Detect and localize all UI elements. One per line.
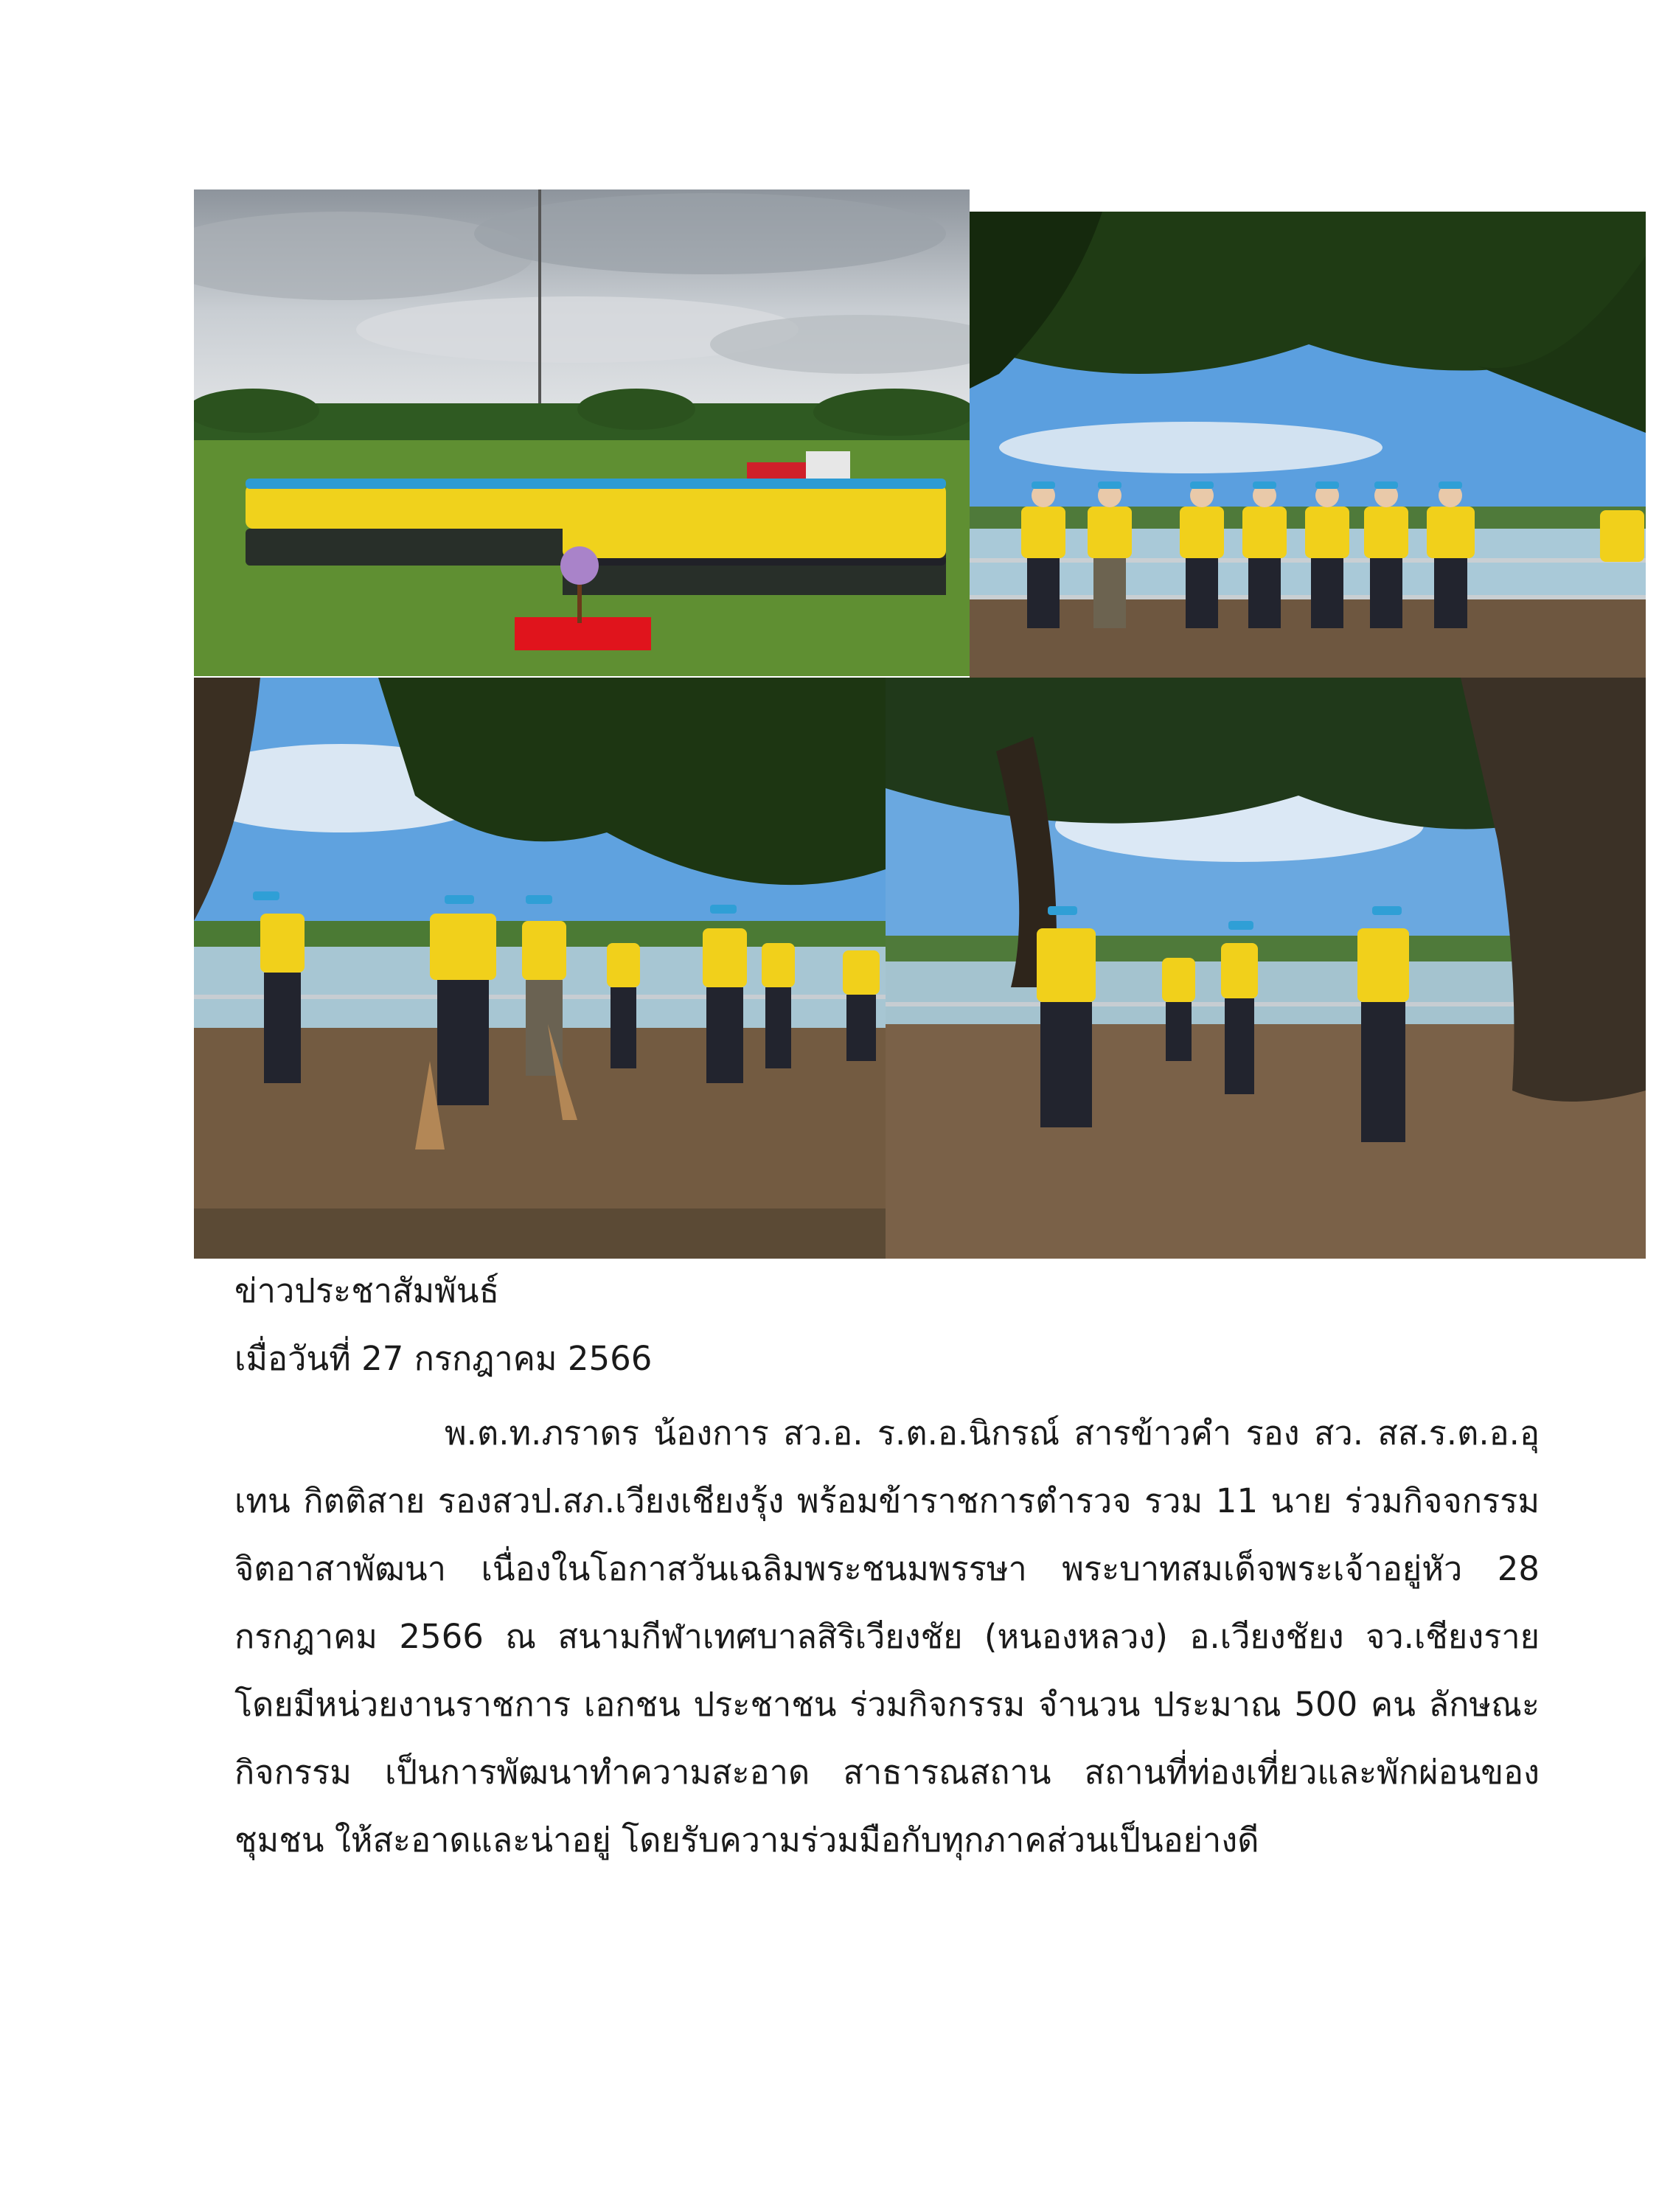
article-date: เมื่อวันที่ 27 กรกฎาคม 2566 bbox=[234, 1339, 653, 1378]
article-heading: ข่าวประชาสัมพันธ์ bbox=[234, 1271, 500, 1310]
photo-field-assembly bbox=[194, 189, 970, 676]
article-body bbox=[234, 1399, 1540, 1874]
photo-lakeside-group bbox=[970, 212, 1646, 689]
photo-sweeping-lakeside bbox=[194, 678, 886, 1259]
article-body-text: พ.ต.ท.ภราดร น้องการ สว.อ. ร.ต.อ.นิกรณ์ สารข้าวคำ รอง สว. สส.ร.ต.อ.อุเทน กิตติสาย รองสวป.สภ.เวียงเชียงรุ้ง พร้อมข้าราชการตำรวจ รวม 11 นาย ร่วมกิจจกรรมจิตอาสาพัฒนา เนื่องในโอกาสวันเฉลิมพระชนมพรรษา พระบาทสมเด็จพระเจ้าอยู่หัว 28 กรกฎาคม 2566 ณ สนามกีฬาเทศบาลสิริเวียงชัย (หนองหลวง) อ.เวียงชัยง จว.เชียงราย โดยมีหน่วยงานราชการ เอกชน ประชาชน ร่วมกิจกรรม จำนวน ประมาณ 500 คน ลักษณะกิจกรรม เป็นการพัฒนาทำความสะอาด สาธารณสถาน สถานที่ท่องเที่ยวและพักผ่อนของชุมชน ให้สะอาดและน่าอยู่ โดยรับความร่วมมือกับทุกภาคส่วนเป็นอย่างดี bbox=[234, 1413, 1540, 1860]
photo-sweeping-under-tree bbox=[886, 678, 1646, 1259]
